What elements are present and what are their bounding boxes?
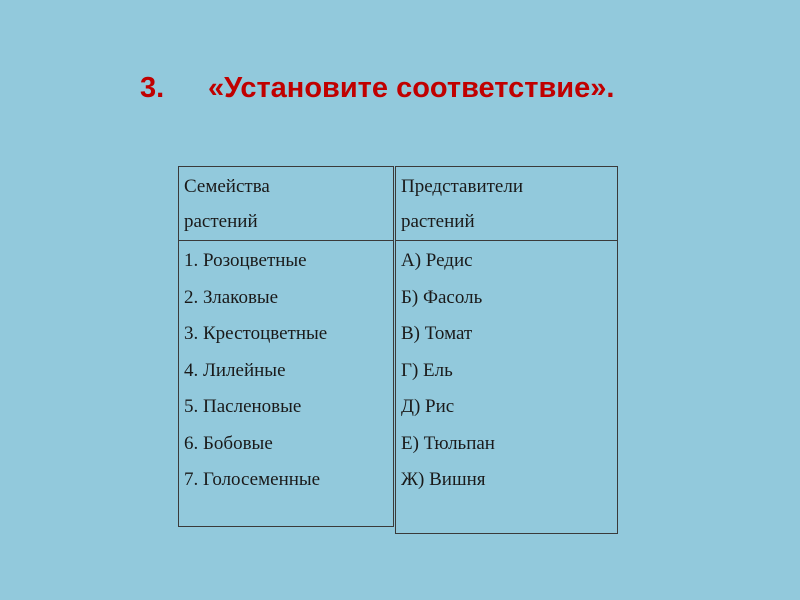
representatives-list xyxy=(401,243,612,499)
title-text: «Установите соответствие». xyxy=(208,72,615,104)
slide-title xyxy=(140,72,614,105)
family-item: 6. Бобовые xyxy=(184,432,273,454)
representative-item: Ж) Вишня xyxy=(401,469,486,490)
representative-item: Е) Тюльпан xyxy=(401,432,495,454)
representatives-header-line-2: растений xyxy=(401,211,475,232)
families-list-cell xyxy=(178,240,394,527)
families-header-line-1: Семейства xyxy=(184,176,270,197)
representative-item: В) Томат xyxy=(401,323,473,344)
representatives-list-cell xyxy=(395,240,618,534)
families-list xyxy=(184,243,388,499)
representative-item: А) Редис xyxy=(401,250,473,271)
representative-item: Д) Рис xyxy=(401,396,455,417)
family-item: 3. Крестоцветные xyxy=(184,323,328,344)
representative-item: Б) Фасоль xyxy=(401,286,483,308)
family-item: 5. Пасленовые xyxy=(184,396,302,417)
family-item: 4. Лилейные xyxy=(184,359,286,381)
title-number: 3. xyxy=(140,72,165,104)
families-header-line-2: растений xyxy=(184,211,258,232)
representatives-header xyxy=(395,166,618,241)
family-item: 2. Злаковые xyxy=(184,286,279,308)
representative-item: Г) Ель xyxy=(401,359,453,381)
family-item: 7. Голосеменные xyxy=(184,469,321,490)
representatives-header-line-1: Представители xyxy=(401,176,523,197)
family-item: 1. Розоцветные xyxy=(184,250,307,271)
families-header xyxy=(178,166,394,241)
